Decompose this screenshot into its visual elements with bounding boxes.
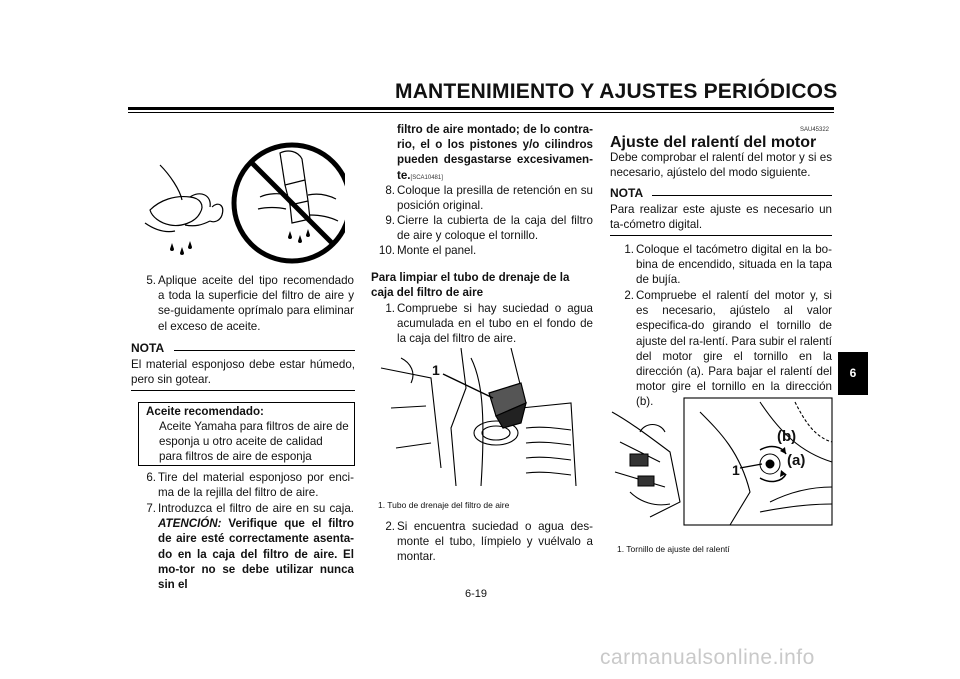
- page-header-title: MANTENIMIENTO Y AJUSTES PERIÓDICOS: [395, 80, 838, 103]
- step-number: 2.: [624, 289, 634, 302]
- caution-label: ATENCIÓN:: [158, 517, 222, 531]
- step-10: [378, 243, 593, 258]
- step-text: Tire del material esponjoso por enci-ma de la rejilla del filtro de aire.: [158, 471, 354, 500]
- step-9: [385, 213, 593, 243]
- section-intro: Debe comprobar el ralentí del motor y si es necesario, ajústelo del modo siguiente.: [610, 151, 832, 180]
- page-number: 6-19: [465, 588, 488, 600]
- note-rule: [174, 350, 355, 351]
- drain-step-2: [385, 519, 593, 565]
- step-number: 6.: [146, 471, 156, 484]
- step-text: Compruebe si hay suciedad o agua acumulada en el tubo en el fondo de la caja del filtro de aire.: [397, 302, 593, 346]
- recommended-oil-box: [138, 402, 355, 466]
- step-number: 8.: [385, 184, 395, 197]
- step-text: Si encuentra suciedad o agua des-monte el tubo, límpielo y vuélvalo a montar.: [397, 520, 593, 564]
- drain-step-1: [385, 301, 593, 347]
- figure-callout-1: 1: [432, 362, 440, 378]
- caution-code: [SCA10481]: [410, 174, 443, 181]
- step-number: 2.: [385, 520, 395, 533]
- note-title: NOTA: [131, 341, 165, 355]
- figure-caption: 1. Tubo de drenaje del filtro de aire: [378, 500, 510, 510]
- step-number: 7.: [146, 502, 156, 515]
- step-text: Cierre la cubierta de la caja del filtro de aire y coloque el tornillo.: [397, 214, 593, 243]
- caution-text: Verifique que el filtro de aire esté correctamente asenta-do en la caja del filtro de aire. El mo-tor no se debe utilizar nunca sin el: [158, 517, 354, 592]
- watermark: carmanualsonline.info: [600, 646, 815, 669]
- section-code: SAU45322: [800, 127, 830, 133]
- note-title: NOTA: [610, 186, 644, 200]
- caution-continuation: [397, 122, 593, 186]
- header-rule-thin: [128, 112, 834, 113]
- step-number: 1.: [385, 302, 395, 315]
- caution-text-cont: filtro de aire montado; de lo contra-rio, el o los pistones y/o cilindros pueden desgastarse excesivamen-te.: [397, 123, 593, 182]
- header-rule-thick: [128, 107, 834, 110]
- step-text: Introduzca el filtro de aire en su caja.: [158, 502, 354, 515]
- note-text: El material esponjoso debe estar húmedo, pero sin gotear.: [131, 358, 355, 387]
- idle-step-1: [624, 242, 832, 288]
- step-text: Coloque la presilla de retención en su posición original.: [397, 184, 593, 213]
- figure-caption: 1. Tornillo de ajuste del ralentí: [617, 544, 730, 554]
- filter-squeeze-illustration: [140, 135, 345, 270]
- step-number: 5.: [146, 274, 156, 287]
- step-number: 10.: [378, 244, 395, 257]
- subsection-title: Para limpiar el tubo de drenaje de la caja del filtro de aire: [371, 271, 570, 300]
- box-title: Aceite recomendado:: [146, 405, 264, 418]
- step-number: 1.: [624, 243, 634, 256]
- step-text: Monte el panel.: [397, 244, 477, 257]
- note-end-rule: [610, 235, 832, 236]
- note-text: Para realizar este ajuste es necesario un ta-cómetro digital.: [610, 203, 832, 232]
- step-7: [146, 501, 354, 592]
- step-6: [146, 470, 354, 500]
- figure-label-a: (a): [787, 452, 806, 469]
- note-end-rule: [131, 390, 355, 391]
- step-number: 9.: [385, 214, 395, 227]
- figure-callout-1: 1: [732, 462, 740, 478]
- box-text: Aceite Yamaha para filtros de aire de esponja u otro aceite de calidad para filtros de aire de esponja: [159, 420, 349, 464]
- figure-label-b: (b): [777, 428, 797, 445]
- chapter-tab: 6: [838, 352, 868, 395]
- step-text: Aplique aceite del tipo recomendado a toda la superficie del filtro de aire y se-guidamente oprímalo para eliminar el exceso de aceite.: [158, 274, 354, 333]
- note-rule: [652, 195, 832, 196]
- step-8: [385, 183, 593, 213]
- section-title: Ajuste del ralentí del motor: [610, 134, 817, 151]
- drain-tube-illustration: [371, 348, 595, 486]
- step-5: [146, 273, 354, 334]
- step-text: Coloque el tacómetro digital en la bo-bina de encendido, situada en la tapa de bujía.: [636, 243, 832, 287]
- step-text: Compruebe el ralentí del motor y, si es necesario, ajústelo al valor especifica-do girando el tornillo de ajuste del ra-lentí. Para subir el ralentí del motor gire el tornillo en la dirección (a). Para bajar el ralentí del motor gire el tornillo en la dirección (b).: [636, 289, 832, 409]
